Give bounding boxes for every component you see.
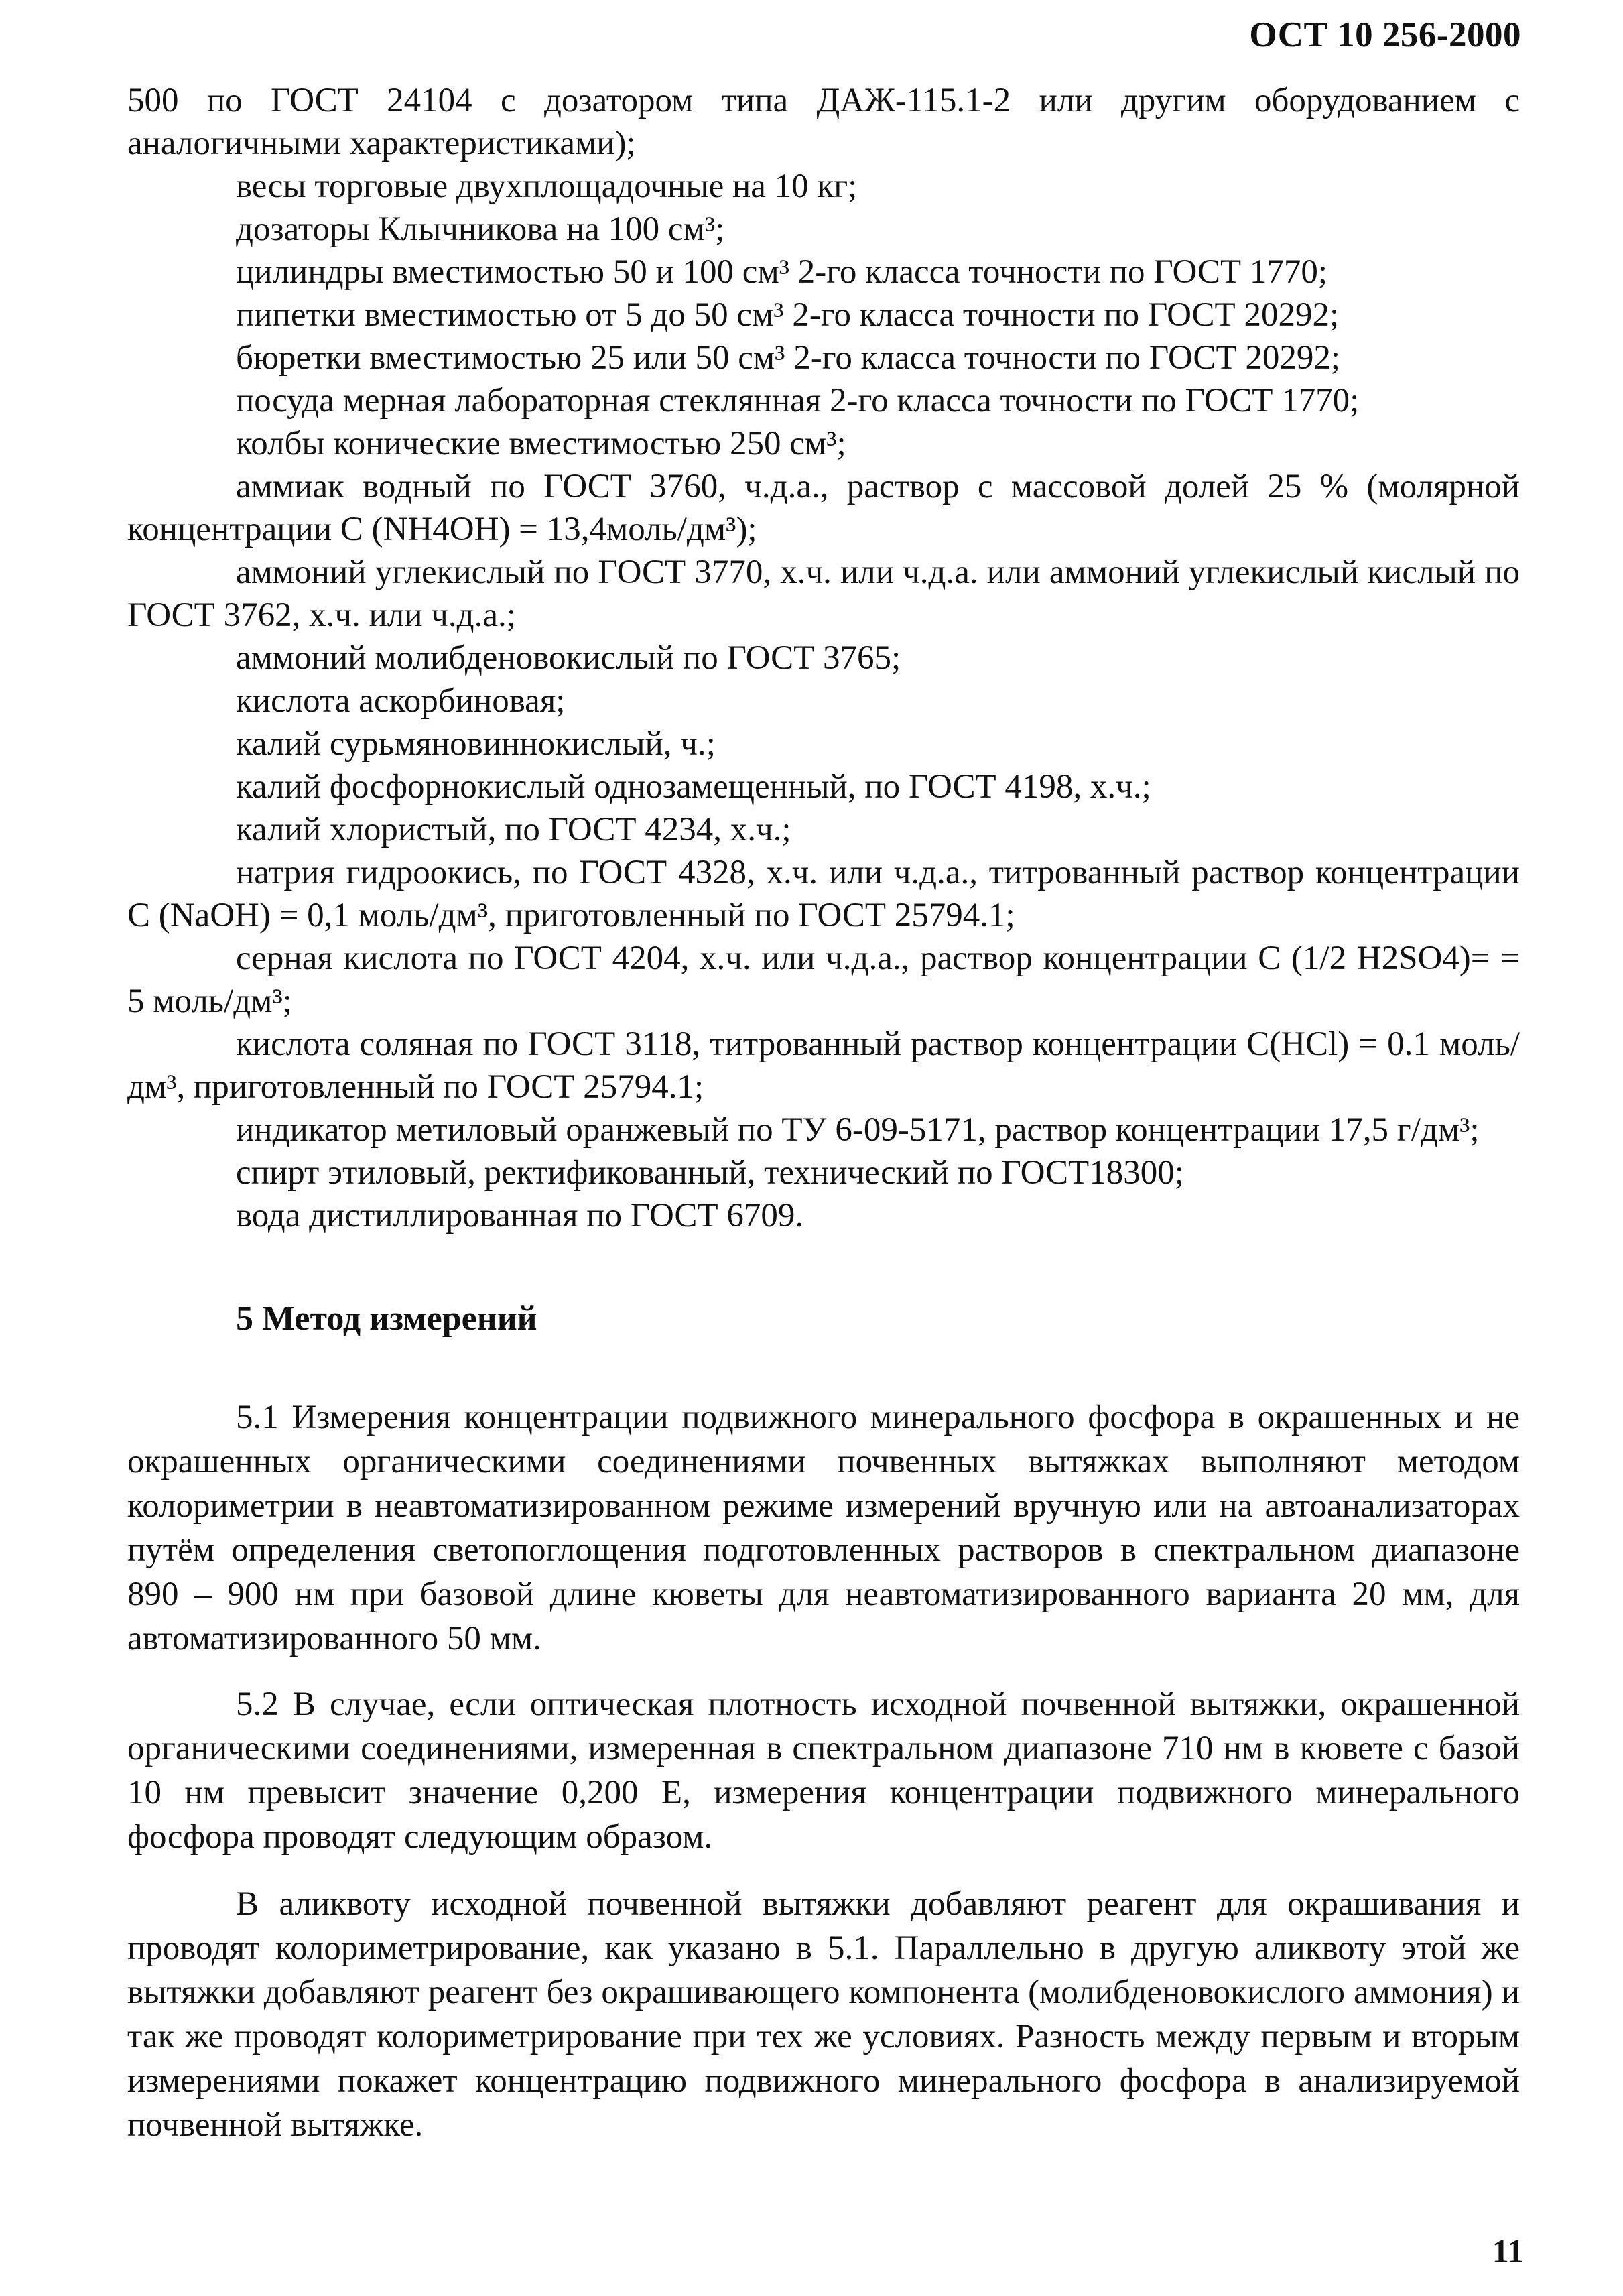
list-item: натрия гидроокись, по ГОСТ 4328, х.ч. или ч.д.а., титрованный раствор концентрации С (NaOH) = 0,1 моль/дм³, приготовленный по ГОСТ 25794.1; — [127, 854, 1520, 934]
paragraph-text: 5.1 Измерения концентрации подвижного минерального фосфора в окрашенных и не окрашенных органическими соединениями почвенных вытяжках выполняют методом колориметрии в неавтоматизированном режиме измерений вручную или на автоанализаторах путём определения светопоглощения подготовленных растворов в спектральном диапазоне 890 – 900 нм при базовой длине кюветы для неавтоматизированного варианта 20 мм, для автоматизированного 50 мм. — [127, 1399, 1520, 1657]
list-item: спирт этиловый, ректификованный, технический по ГОСТ18300; — [236, 1154, 1184, 1192]
document-code-header: ОСТ 10 256-2000 — [1249, 15, 1521, 54]
list-item: колбы конические вместимостью 250 см³; — [236, 425, 846, 462]
list-item: аммоний молибденовокислый по ГОСТ 3765; — [236, 639, 901, 677]
paragraph-text: 5.2 В случае, если оптическая плотность исходной почвенной вытяжки, окрашенной органическими соединениями, измеренная в спектральном диапазоне 710 нм в кювете с базой 10 нм превысит значение 0,200 E, измерения концентрации подвижного минерального фосфора проводят следующим образом. — [127, 1685, 1520, 1856]
list-item: кислота соляная по ГОСТ 3118, титрованный раствор концентрации С(HCl) = 0.1 моль/дм³, приготовленный по ГОСТ 25794.1; — [127, 1025, 1520, 1106]
paragraph-5-1 — [127, 1395, 1520, 1661]
list-item: калий сурьмяновиннокислый, ч.; — [236, 725, 716, 763]
list-item: индикатор метиловый оранжевый по ТУ 6-09-5171, раствор концентрации 17,5 г/дм³; — [236, 1111, 1480, 1149]
list-item: аммоний углекислый по ГОСТ 3770, х.ч. или ч.д.а. или аммоний углекислый кислый по ГОСТ 3762, х.ч. или ч.д.а.; — [127, 554, 1520, 634]
list-item: аммиак водный по ГОСТ 3760, ч.д.а., раствор с массовой долей 25 % (молярной концентрации С (NH4OH) = 13,4моль/дм³); — [127, 468, 1520, 548]
list-item: калий фосфорнокислый однозамещенный, по ГОСТ 4198, х.ч.; — [236, 768, 1151, 806]
paragraph-text: В аликвоту исходной почвенной вытяжки добавляют реагент для окрашивания и проводят колориметрирование, как указано в 5.1. Параллельно в другую аликвоту этой же вытяжки добавляют реагент без окрашивающего компонента (молибденовокислого аммония) и так же проводят колориметрирование при тех же условиях. Разность между первым и вторым измерениями покажет концентрацию подвижного минерального фосфора в анализируемой почвенной вытяжке. — [127, 1885, 1520, 2144]
list-item: пипетки вместимостью от 5 до 50 см³ 2-го класса точности по ГОСТ 20292; — [236, 296, 1340, 334]
section-heading: 5 Метод измерений — [236, 1299, 537, 1338]
list-item: посуда мерная лабораторная стеклянная 2-го класса точности по ГОСТ 1770; — [236, 382, 1360, 420]
list-item: серная кислота по ГОСТ 4204, х.ч. или ч.д.а., раствор концентрации С (1/2 H2SO4)= = 5 моль/дм³; — [127, 940, 1520, 1020]
list-item: цилиндры вместимостью 50 и 100 см³ 2-го класса точности по ГОСТ 1770; — [236, 253, 1328, 291]
list-item: бюретки вместимостью 25 или 50 см³ 2-го класса точности по ГОСТ 20292; — [236, 339, 1341, 377]
page-number: 11 — [1492, 2232, 1524, 2270]
list-item: вода дистиллированная по ГОСТ 6709. — [236, 1197, 804, 1234]
paragraph-5-2 — [127, 1682, 1520, 1859]
list-item: весы торговые двухплощадочные на 10 кг; — [236, 168, 858, 205]
list-item: калий хлористый, по ГОСТ 4234, х.ч.; — [236, 811, 791, 848]
list-item: 500 по ГОСТ 24104 с дозатором типа ДАЖ-115.1-2 или другим оборудованием с аналогичными характеристиками); — [127, 82, 1520, 162]
list-item: дозаторы Клычникова на 100 см³; — [236, 210, 725, 248]
materials-list — [127, 79, 1520, 1237]
paragraph-procedure — [127, 1882, 1520, 2147]
list-item: кислота аскорбиновая; — [236, 682, 566, 720]
